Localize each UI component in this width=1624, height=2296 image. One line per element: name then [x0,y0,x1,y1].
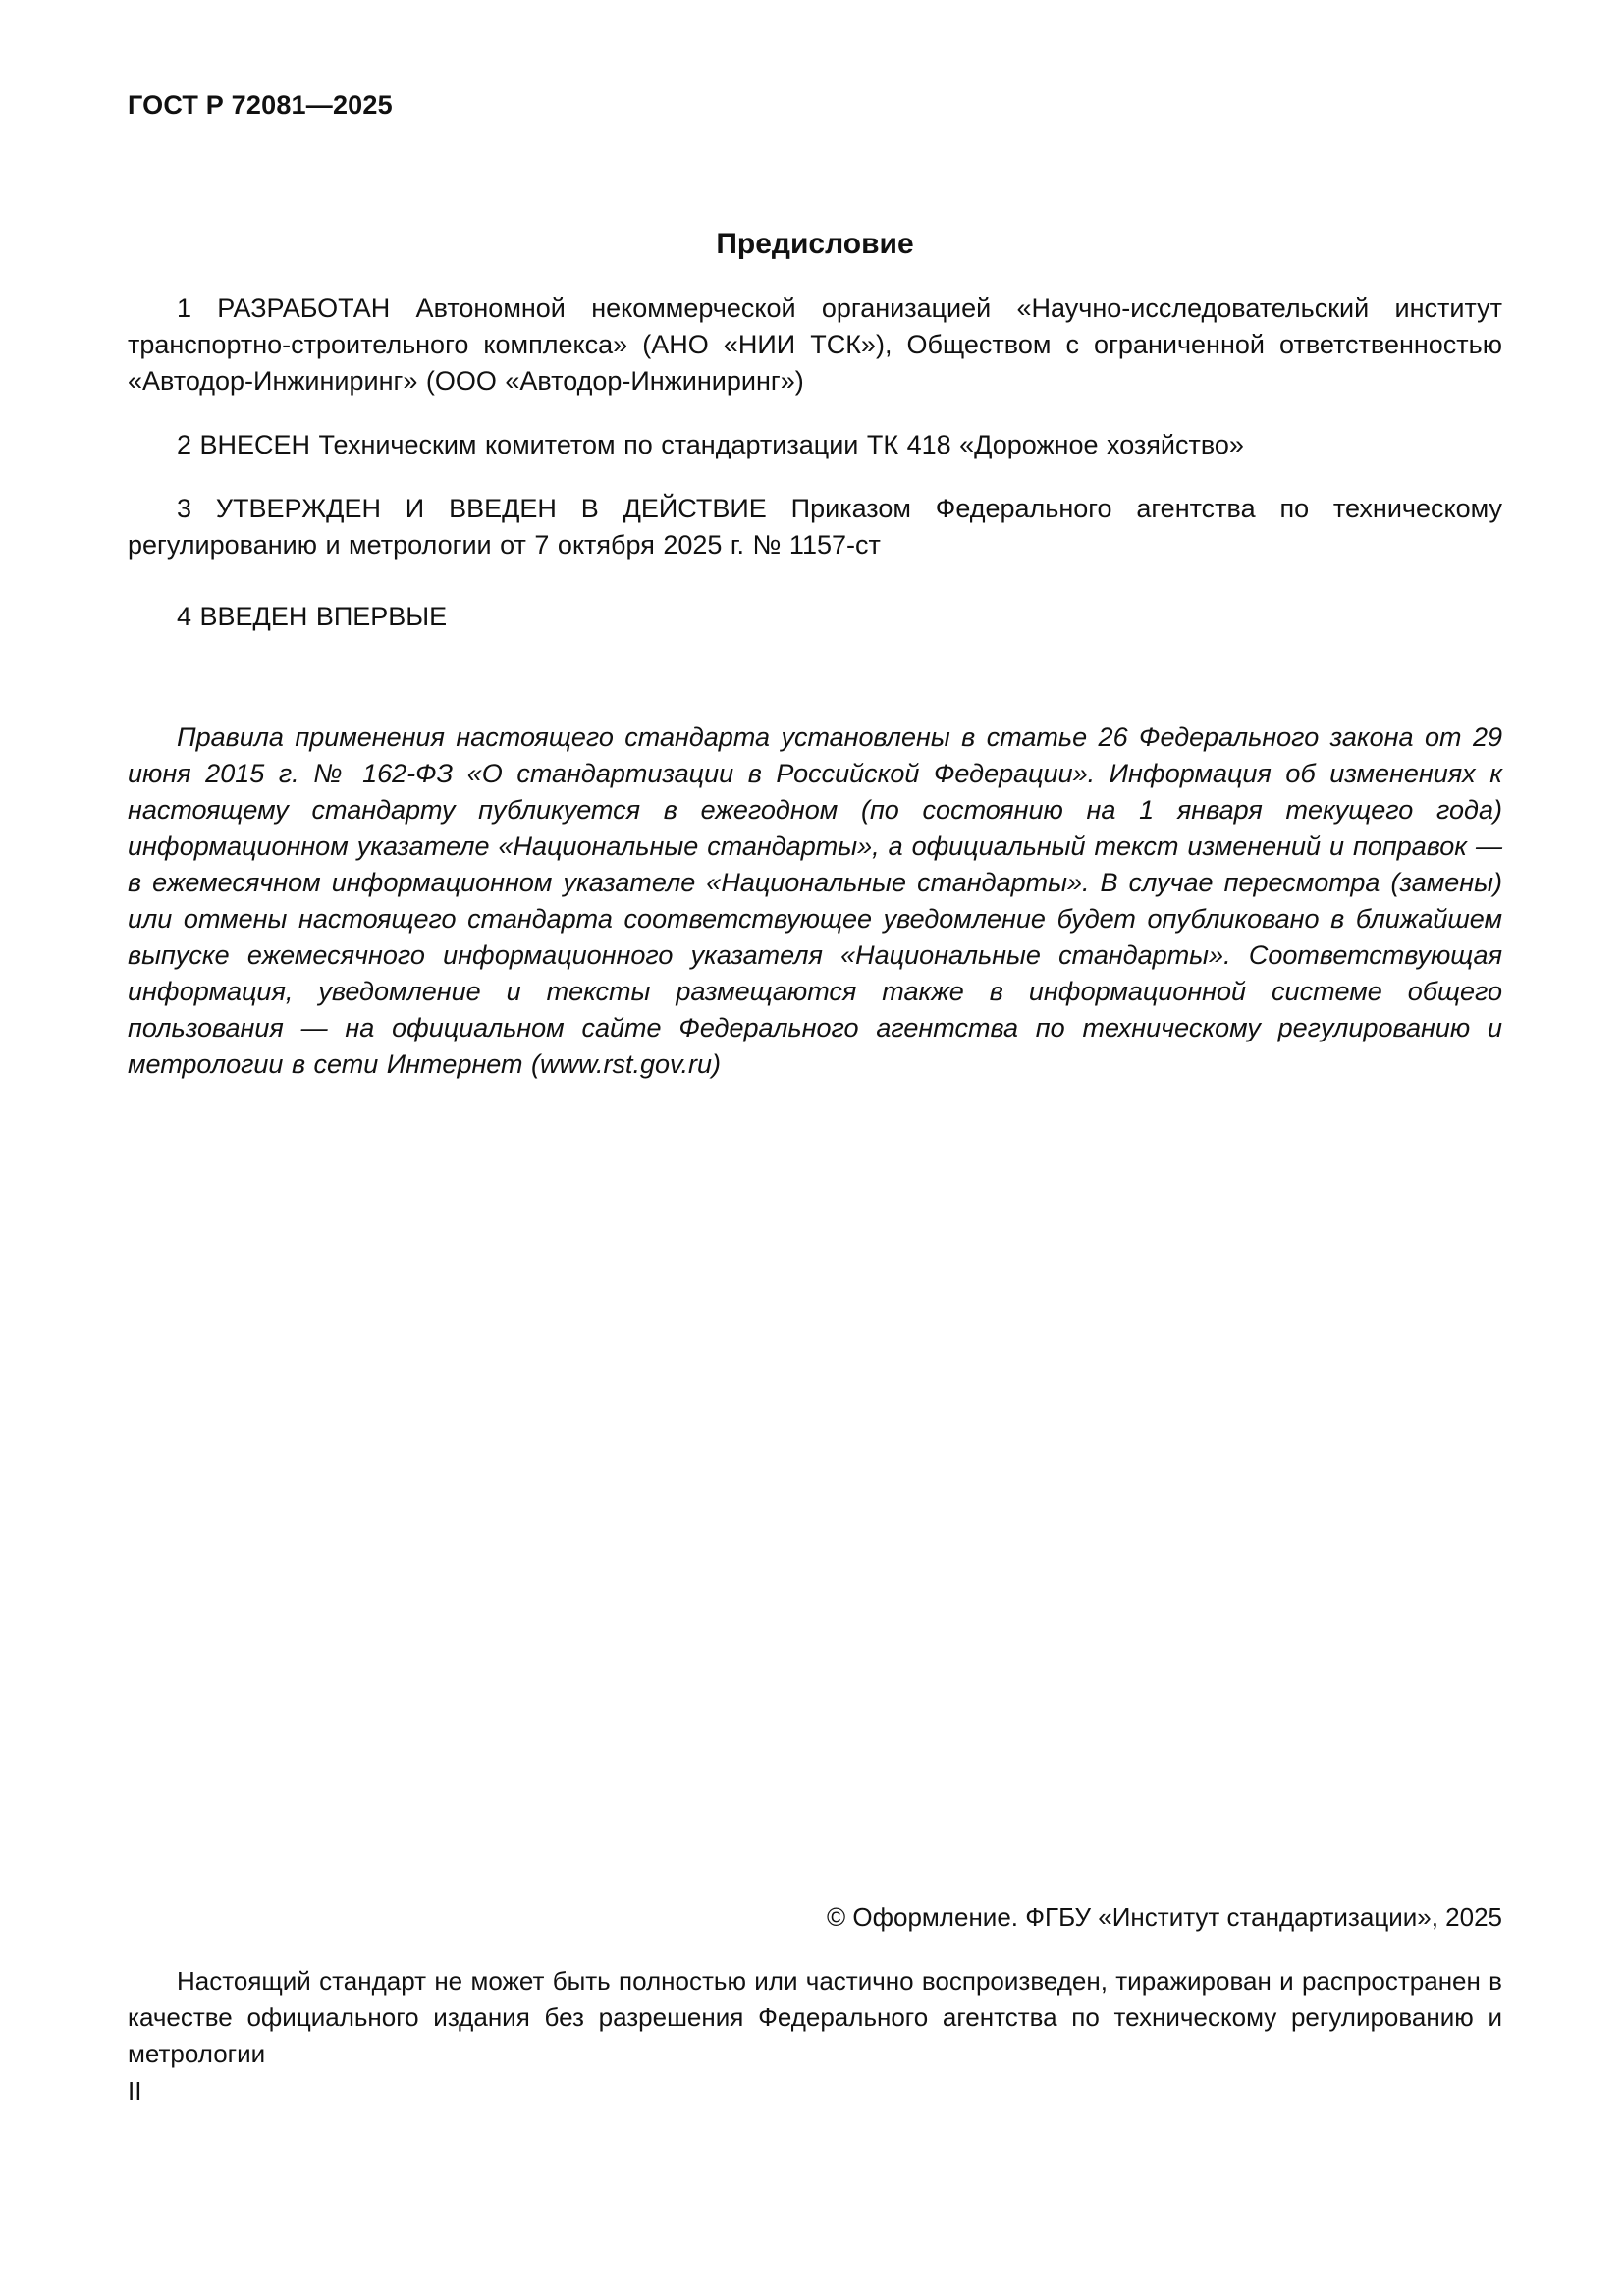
section-title: Предисловие [716,228,914,260]
foreword-item-submitted: 2 ВНЕСЕН Техническим комитетом по стандартизации ТК 418 «Дорожное хозяйство» [177,430,1244,459]
doc-code: ГОСТ Р 72081—2025 [128,90,393,120]
legal-notice: Правила применения настоящего стандарта установлены в статье 26 Федерального закона от 29 июня 2015 г. № 162-ФЗ «О стандартизации в Российской Федерации». Информация об изменениях к настоящему стандарту публикуется в ежегодном (по состоянию на 1 января текущего года) информационном указателе «Национальные стандарты», а официальный текст изменений и поправок — в ежемесячном информационном указателе «Национальные стандарты». В случае пересмотра (замены) или отмены настоящего стандарта соответствующее уведомление будет опубликовано в ближайшем выпуске ежемесячного информационного указателя «Национальные стандарты». Соответствующая информация, уведомление и тексты размещаются также в информационной системе общего пользования — на официальном сайте Федерального агентства по техническому регулированию и метрологии в сети Интернет (www.rst.gov.ru) [128,722,1502,1079]
foreword-item-approved: 3 УТВЕРЖДЕН И ВВЕДЕН В ДЕЙСТВИЕ Приказом Федерального агентства по техническому регулированию и метрологии от 7 октября 2025 г. № 1157-ст [128,494,1502,560]
page-footer [128,1902,1502,2106]
distribution-notice: Настоящий стандарт не может быть полностью или частично воспроизведен, тиражирован и распространен в качестве официального издания без разрешения Федерального агентства по техническому регулированию и метрологии [128,1966,1502,2068]
page-number: II [128,2076,142,2106]
foreword-item-first-edition: 4 ВВЕДЕН ВПЕРВЫЕ [177,602,448,631]
copyright-line: © Оформление. ФГБУ «Институт стандартизации», 2025 [827,1902,1502,1932]
foreword-item-developed: 1 РАЗРАБОТАН Автономной некоммерческой организацией «Научно-исследовательский институт транспортно-строительного комплекса» (АНО «НИИ ТСК»), Обществом с ограниченной ответственностью «Автодор-Инжиниринг» (ООО «Автодор-Инжиниринг») [128,294,1502,396]
